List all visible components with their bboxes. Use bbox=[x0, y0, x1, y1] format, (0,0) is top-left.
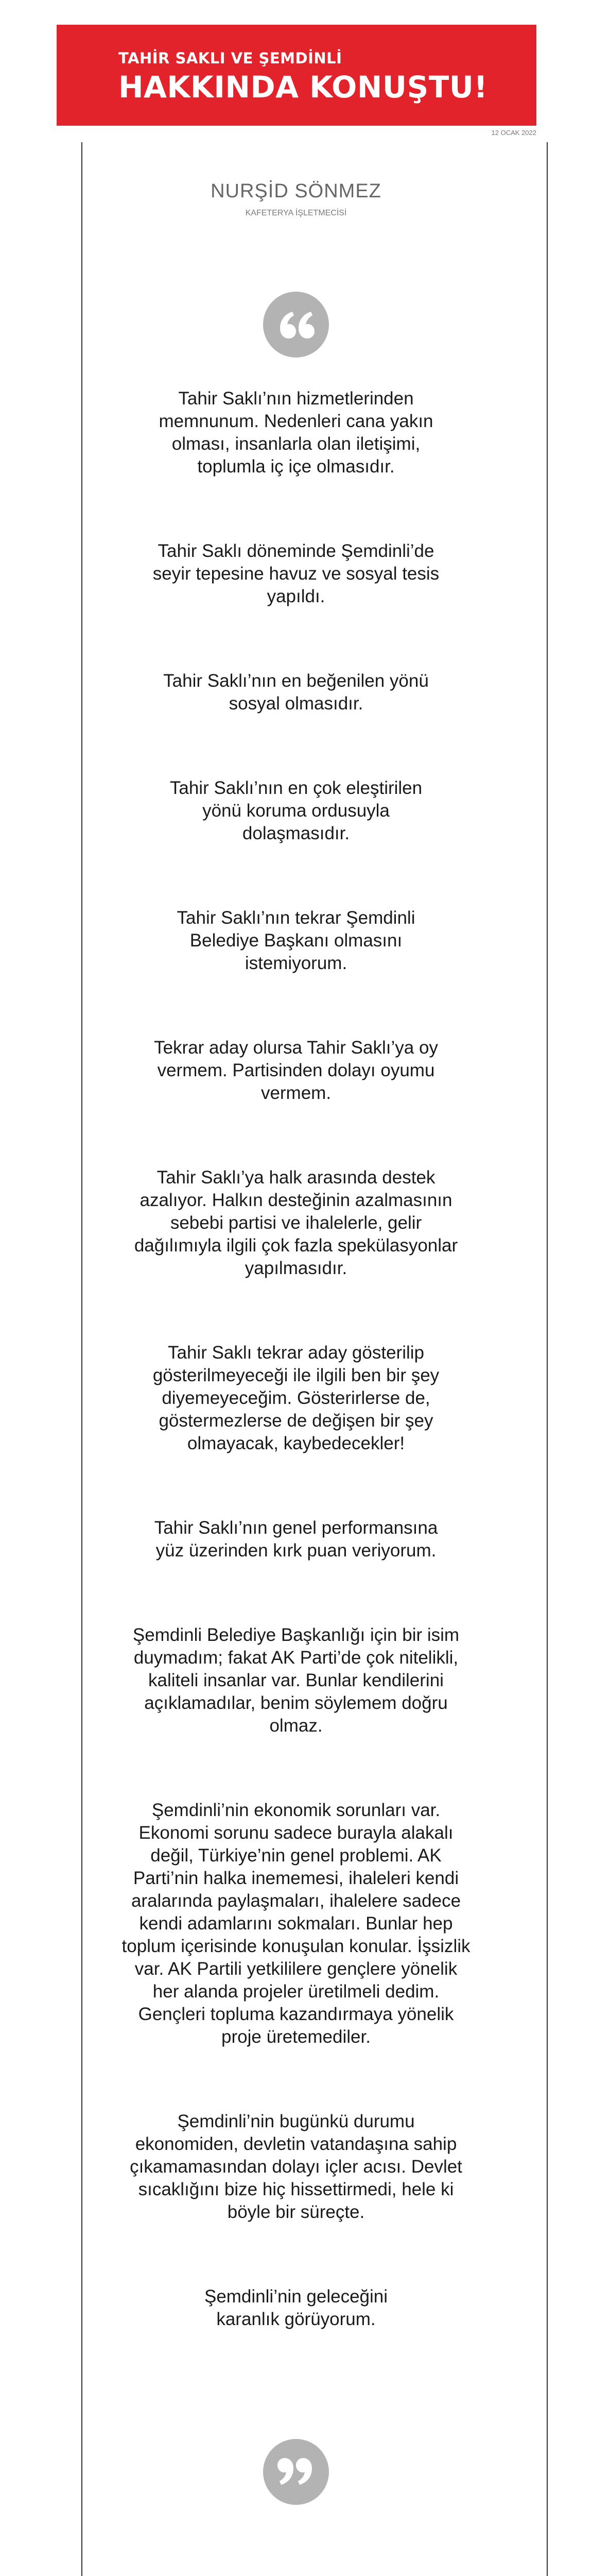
statement-5: Tahir Saklı’nın tekrar Şemdinli Belediye Başkanı olmasını istemiyorum. bbox=[177, 908, 415, 973]
open-quote-icon bbox=[263, 291, 329, 358]
publish-date: 12 OCAK 2022 bbox=[491, 129, 536, 137]
statement-12: Şemdinli’nin bugünkü durumu ekonomiden, devletin vatandaşına sahip çıkamamasından dolayı içler acısı. Devlet sıcaklığını bize hiç hissettirmedi, hele ki böyle bir süreçte. bbox=[130, 2111, 462, 2222]
statement-2: Tahir Saklı döneminde Şemdinli’de seyir tepesine havuz ve sosyal tesis yapıldı. bbox=[152, 541, 440, 606]
statement-3: Tahir Saklı’nın en beğenilen yönü sosyal olmasıdır. bbox=[163, 671, 429, 714]
statement-13: Şemdinli’nin geleceğini karanlık görüyorum. bbox=[204, 2286, 388, 2329]
headline-title: HAKKINDA KONUŞTU! bbox=[118, 70, 488, 105]
statement-9: Tahir Saklı’nın genel performansına yüz üzerinden kırk puan veriyorum. bbox=[154, 1518, 438, 1561]
headline-kicker: TAHİR SAKLI VE ŞEMDİNLİ bbox=[118, 49, 342, 67]
interviewee-name: NURŞİD SÖNMEZ bbox=[211, 180, 381, 202]
statement-10: Şemdinli Belediye Başkanlığı için bir isim duymadım; fakat AK Parti’de çok nitelikli, kaliteli insanlar var. Bunlar kendilerini açıklamadılar, benim söylemem doğru olmaz. bbox=[132, 1625, 460, 1736]
close-quote-icon bbox=[263, 2438, 329, 2505]
statement-1: Tahir Saklı’nın hizmetlerinden memnunum. Nedenleri cana yakın olması, insanlarla olan iletişimi, toplumla iç içe olmasıdır. bbox=[159, 388, 433, 477]
interviewee-occupation: KAFETERYA İŞLETMECİSİ bbox=[245, 209, 347, 217]
statement-11: Şemdinli’nin ekonomik sorunları var. Ekonomi sorunu sadece burayla alakalı değil, Türkiye’nin genel problemi. AK Parti’nin halka inememesi, ihaleleri kendi aralarında paylaşmaları, ihalelere sadece kendi adamlarını sokmaları. Bunlar hep toplum içerisinde konuşulan konular. İşsizlik var. AK Partili yetkililere gençlere yönelik her alanda projeler üretilmeli dedim. Gençleri topluma kazandırmaya yönelik proje üretemediler. bbox=[121, 1800, 471, 2047]
statement-6: Tekrar aday olursa Tahir Saklı’ya oy vermem. Partisinden dolayı oyumu vermem. bbox=[154, 1038, 438, 1103]
statement-8: Tahir Saklı tekrar aday gösterilip gösterilmeyeceği ile ilgili ben bir şey diyemeyeceğim. Gösterirlerse de, göstermezlerse de değişen bir şey olmayacak, kaybedecekler! bbox=[152, 1343, 440, 1453]
headline-banner bbox=[57, 25, 536, 126]
statement-4: Tahir Saklı’nın en çok eleştirilen yönü koruma ordusuyla dolaşmasıdır. bbox=[169, 778, 423, 843]
statements-list bbox=[113, 387, 479, 2331]
statement-7: Tahir Saklı’ya halk arasında destek azalıyor. Halkın desteğinin azalmasının sebebi partisi ve ihalelerle, gelir dağılımıyla ilgili çok fazla spekülasyonlar yapılmasıdır. bbox=[134, 1167, 458, 1278]
